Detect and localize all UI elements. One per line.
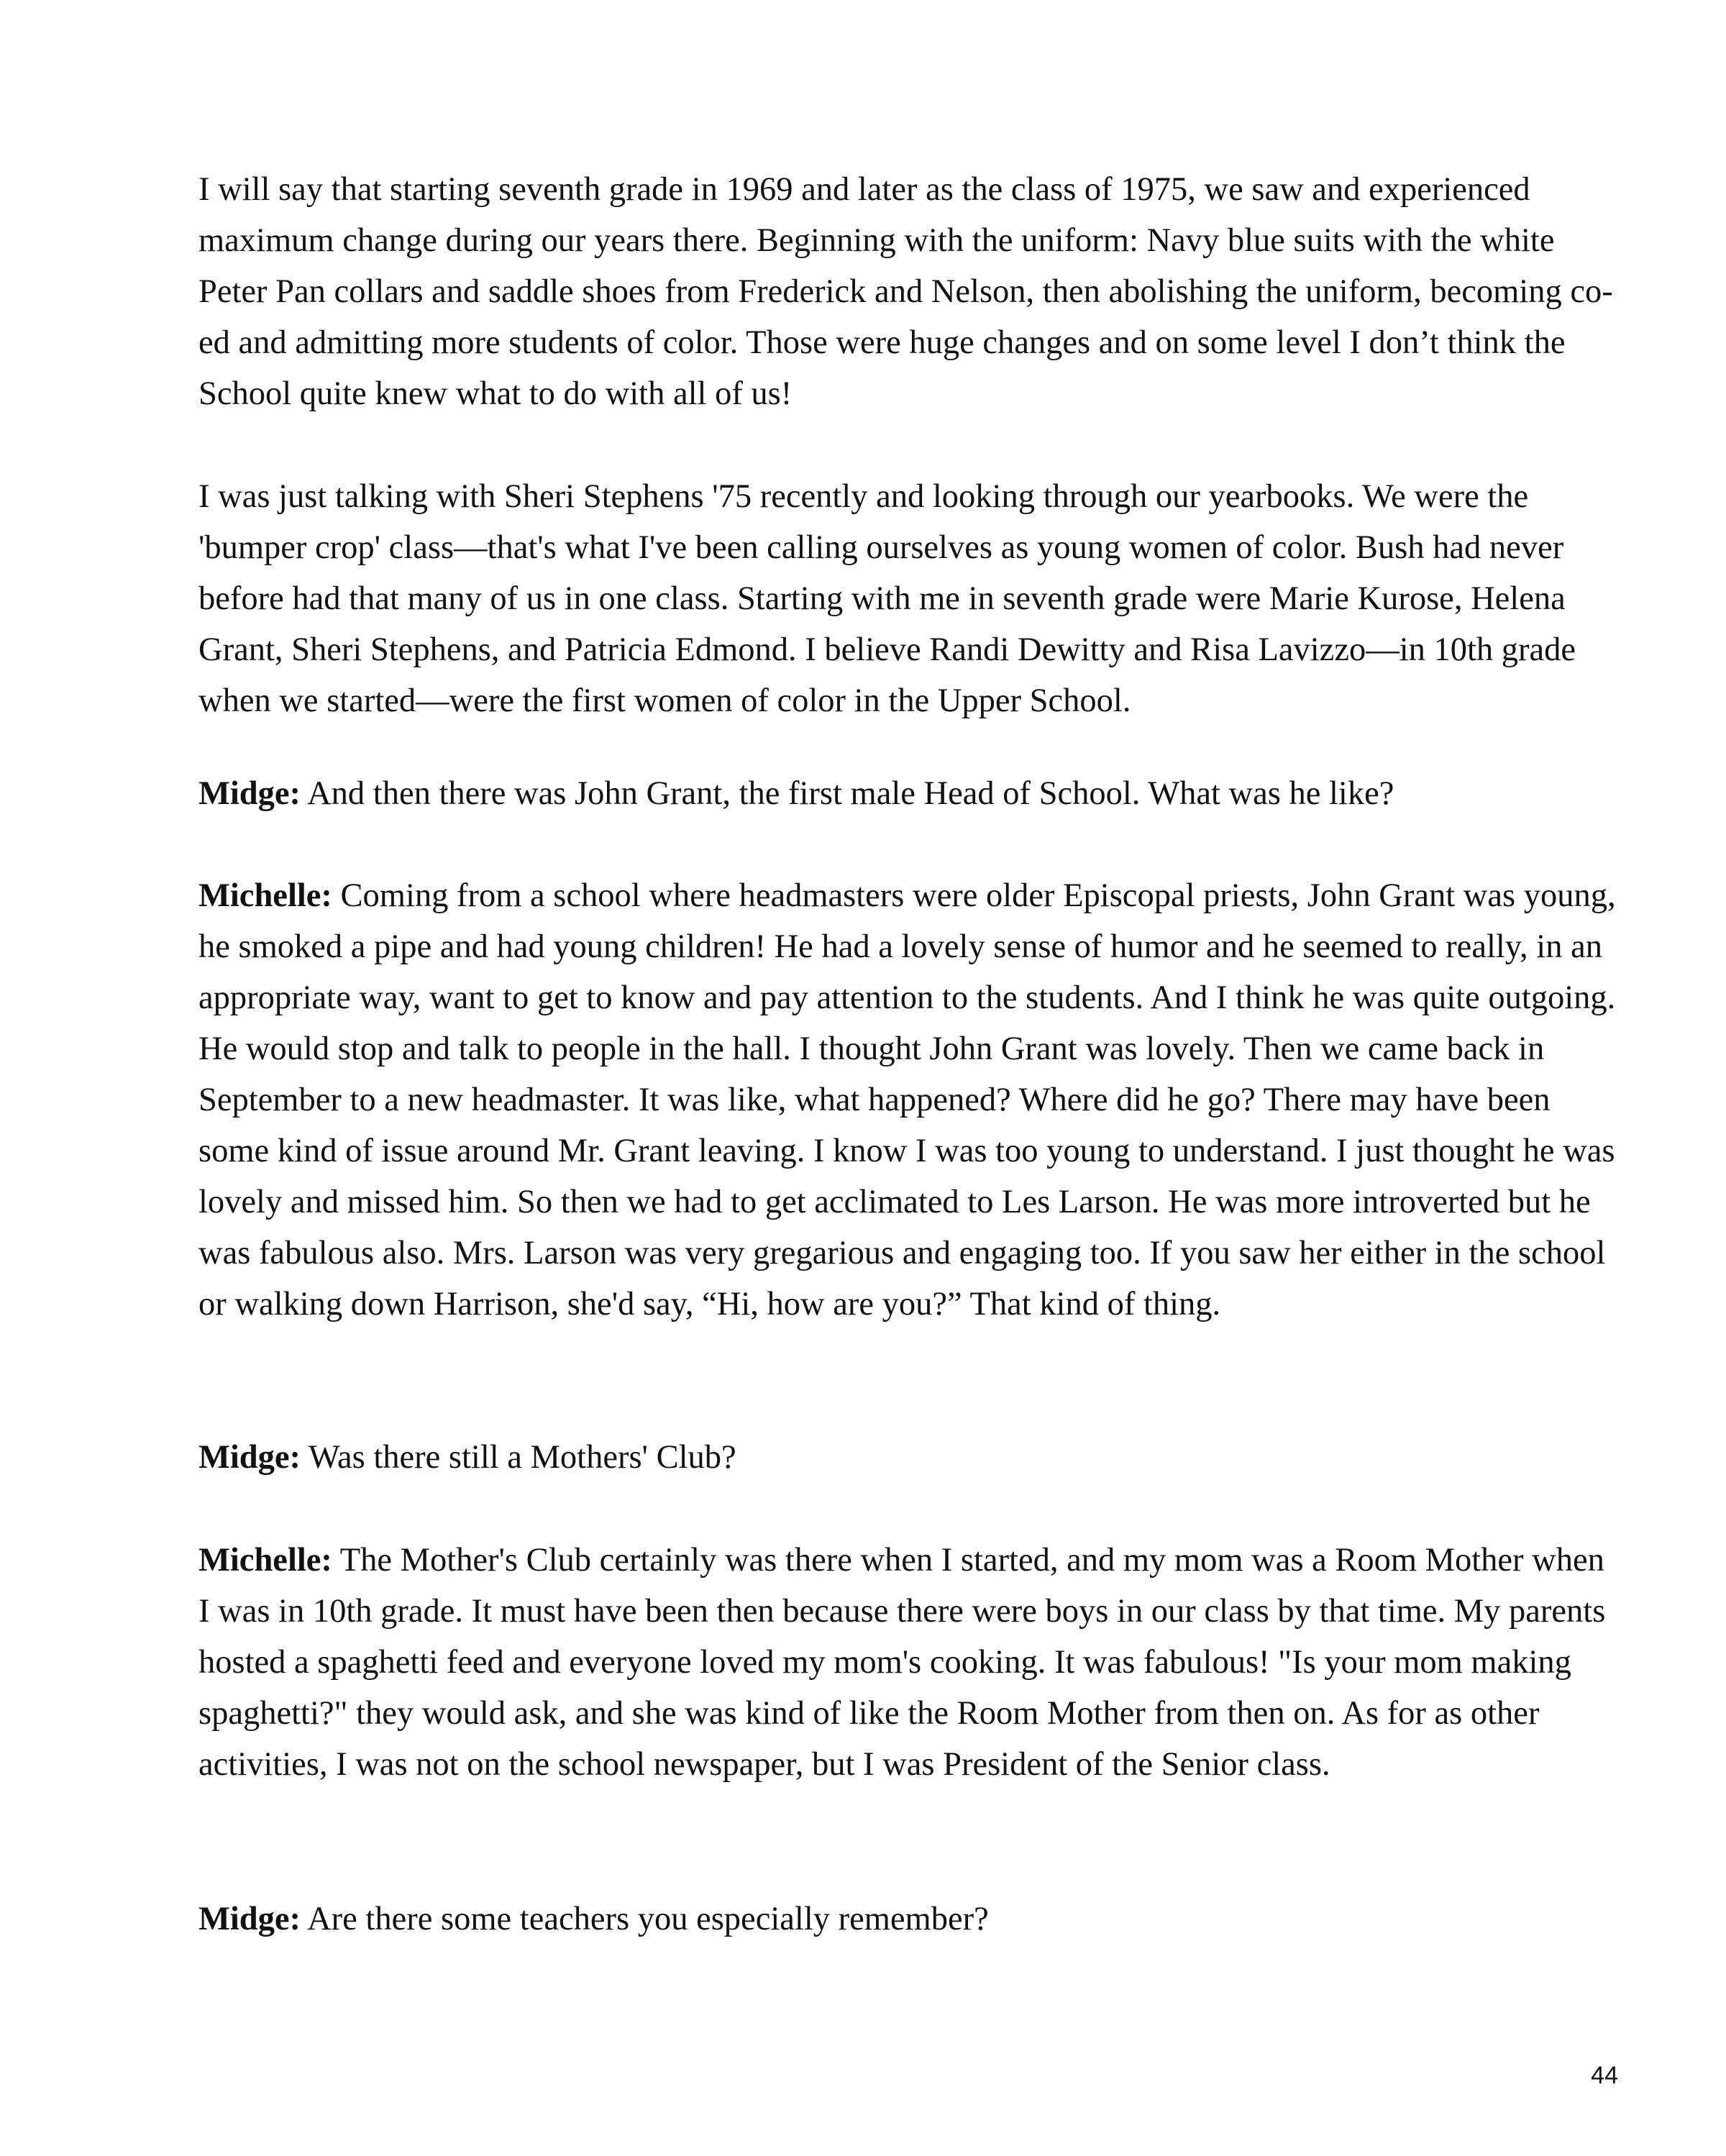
page-number: 44 <box>1591 2062 1618 2089</box>
paragraph-text: Coming from a school where headmasters were older Episcopal priests, John Grant was young, he smoked a pipe and had young children! He had a lovely sense of humor and he seemed to really, in an appropriate way, want to get to know and pay attention to the students. And I think he was quite outgoing. He would stop and talk to people in the hall. I thought John Grant was lovely. Then we came back in September to a new headmaster. It was like, what happened? Where did he go? There may have been some kind of issue around Mr. Grant leaving. I know I was too young to understand. I just thought he was lovely and missed him. So then we had to get acclimated to Les Larson. He was more introverted but he was fabulous also. Mrs. Larson was very gregarious and engaging too. If you saw her either in the school or walking down Harrison, she'd say, “Hi, how are you?” That kind of thing. <box>198 877 1616 1323</box>
paragraph-text: The Mother's Club certainly was there when I started, and my mom was a Room Mother when I was in 10th grade. It must have been then because there were boys in our class by that time. My parents hosted a spaghetti feed and everyone loved my mom's cooking. It was fabulous! "Is your mom making spaghetti?" they would ask, and she was kind of like the Room Mother from then on. As for as other activities, I was not on the school newspaper, but I was President of the Senior class. <box>198 1542 1606 1783</box>
paragraph-midge-question-mothers-club <box>198 1432 1622 1483</box>
speaker-name: Michelle: <box>198 1542 332 1579</box>
paragraph-bumper-crop <box>198 471 1622 726</box>
speaker-name: Midge: <box>198 1901 301 1937</box>
paragraph-midge-question-teachers <box>198 1894 1622 1945</box>
paragraph-text: I was just talking with Sheri Stephens '75 recently and looking through our yearbooks. We were the 'bumper crop' class—that's what I've been calling ourselves as young women of color. Bush had never before had that many of us in one class. Starting with me in seventh grade were Marie Kurose, Helena Grant, Sheri Stephens, and Patricia Edmond. I believe Randi Dewitty and Risa Lavizzo—in 10th grade when we started—were the first women of color in the Upper School. <box>198 478 1576 719</box>
paragraph-text: I will say that starting seventh grade in 1969 and later as the class of 1975, we saw and experienced maximum change during our years there. Beginning with the uniform: Navy blue suits with the white Peter Pan collars and saddle shoes from Frederick and Nelson, then abolishing the uniform, becoming co-ed and admitting more students of color. Those were huge changes and on some level I don’t think the School quite knew what to do with all of us! <box>198 171 1613 412</box>
paragraph-midge-question-john-grant <box>198 768 1622 819</box>
paragraph-uniform-change <box>198 164 1622 419</box>
paragraph-text: Was there still a Mothers' Club? <box>301 1439 736 1476</box>
paragraph-text: Are there some teachers you especially remember? <box>301 1901 989 1937</box>
paragraph-text: And then there was John Grant, the first male Head of School. What was he like? <box>301 775 1394 812</box>
speaker-name: Michelle: <box>198 877 332 914</box>
paragraph-michelle-answer-mothers-club <box>198 1535 1622 1790</box>
speaker-name: Midge: <box>198 775 301 812</box>
speaker-name: Midge: <box>198 1439 301 1476</box>
paragraph-michelle-answer-john-grant <box>198 870 1622 1330</box>
